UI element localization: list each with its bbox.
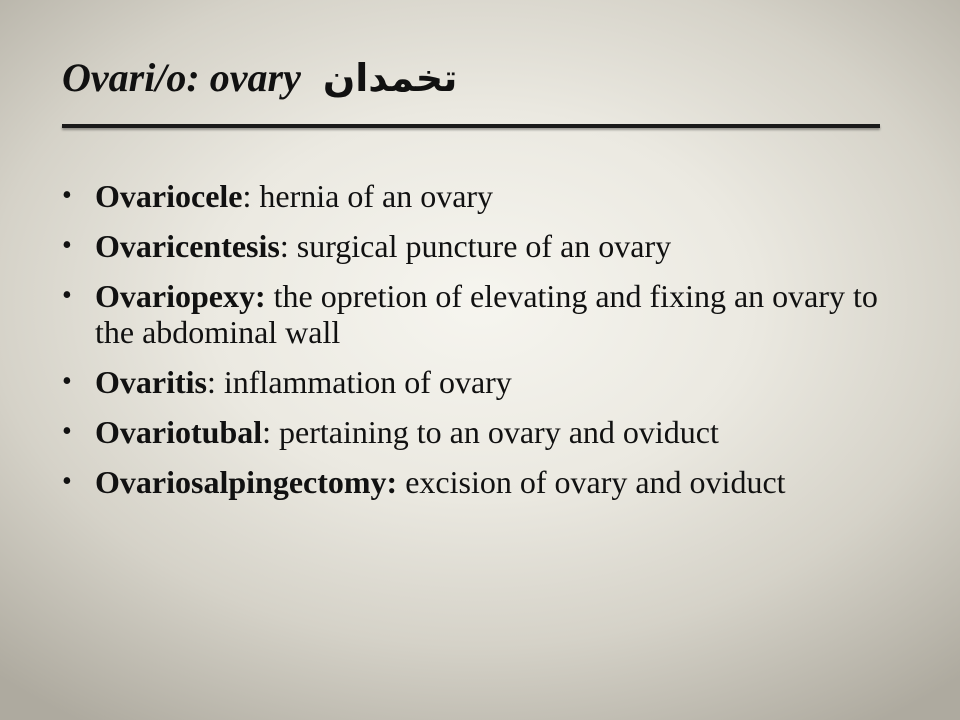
bullet-icon: •: [62, 280, 72, 311]
term-separator: :: [242, 178, 252, 214]
title-arabic: تخمدان: [322, 56, 458, 100]
list-item-ovariosalpingectomy: [62, 464, 892, 500]
term-definition: inflammation of ovary: [215, 364, 512, 400]
term-definition: surgical puncture of an ovary: [288, 228, 672, 264]
term-definition: hernia of an ovary: [251, 178, 494, 214]
term-separator: :: [279, 228, 289, 264]
slide-title: [62, 48, 457, 108]
list-item-ovaritis: [62, 364, 892, 400]
list-item-ovariocele: [62, 178, 892, 214]
bullet-icon: •: [62, 366, 72, 397]
term-separator: :: [262, 414, 272, 450]
term-separator: :: [206, 364, 216, 400]
list-item-ovariotubal: [62, 414, 892, 450]
term-word: Ovaricentesis: [95, 228, 280, 264]
bullet-icon: •: [62, 230, 72, 261]
title-latin: Ovari/o: ovary: [62, 55, 301, 100]
term-word: Ovariotubal: [95, 414, 263, 450]
term-definition: excision of ovary and oviduct: [397, 464, 786, 500]
term-word: Ovariopexy:: [95, 278, 266, 314]
list-item-ovariopexy: [62, 278, 892, 350]
bullet-icon: •: [62, 466, 72, 497]
bullet-icon: •: [62, 416, 72, 447]
term-list: [62, 178, 892, 514]
term-definition: the opretion of elevating and fixing an ovary to the abdominal wall: [95, 278, 878, 350]
term-definition: pertaining to an ovary and oviduct: [271, 414, 719, 450]
bullet-icon: •: [62, 180, 72, 211]
term-word: Ovaritis: [95, 364, 207, 400]
title-underline: [62, 124, 880, 128]
term-word: Ovariosalpingectomy:: [95, 464, 398, 500]
list-item-ovaricentesis: [62, 228, 892, 264]
term-word: Ovariocele: [95, 178, 243, 214]
